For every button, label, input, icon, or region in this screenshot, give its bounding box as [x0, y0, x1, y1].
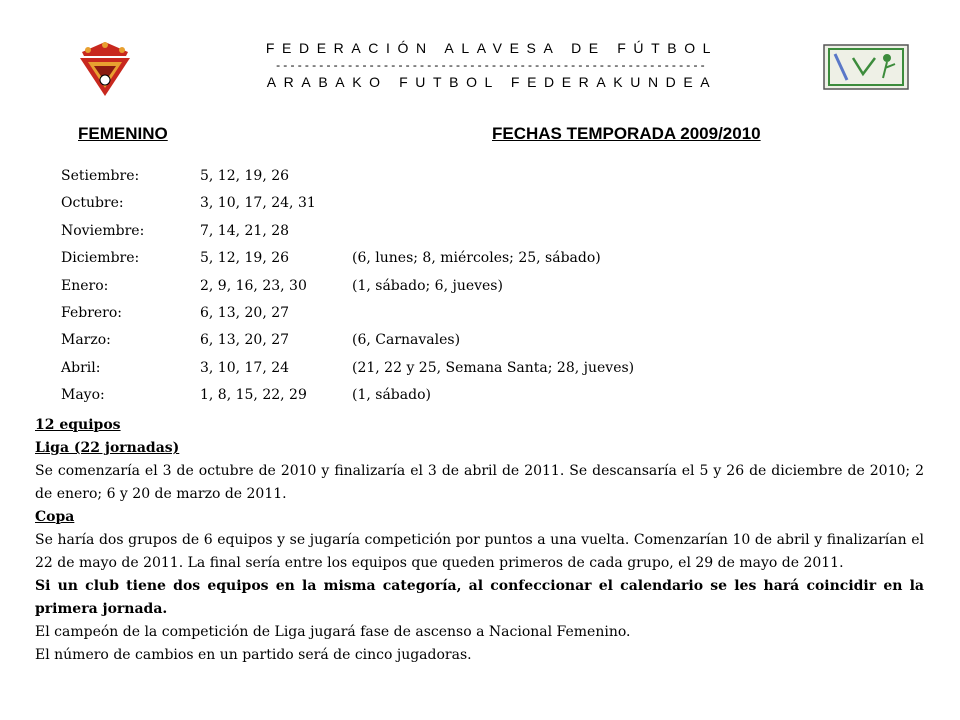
month-dates: 6, 13, 20, 27 — [200, 332, 290, 349]
month-row — [61, 190, 921, 217]
month-row — [61, 300, 921, 327]
federation-name-basque: ARABAKO FUTBOL FEDERAKUNDEA — [266, 74, 718, 90]
month-dates: 7, 14, 21, 28 — [200, 222, 290, 239]
liga-heading: Liga (22 jornadas) — [35, 440, 180, 456]
month-name: Setiembre: — [61, 168, 140, 184]
substitutions-note: El número de cambios en un partido será de cinco jugadoras. — [35, 647, 472, 663]
month-notes: (1, sábado) — [352, 387, 431, 404]
month-dates: 3, 10, 17, 24, 31 — [200, 195, 316, 212]
federation-crest-logo — [76, 40, 134, 98]
team-count-heading: 12 equipos — [35, 417, 121, 433]
month-row — [61, 163, 921, 190]
liga-description: Se comenzaría el 3 de octubre de 2010 y finalizaría el 3 de abril de 2011. Se descansaría el 5 y 26 de diciembre de 2010; 2 de enero; 6 y 20 de marzo de 2011. — [35, 463, 924, 502]
letterhead — [0, 0, 960, 110]
womens-football-badge-logo — [823, 44, 909, 90]
month-name: Diciembre: — [61, 250, 140, 267]
month-name: Mayo: — [61, 387, 105, 404]
champion-note: El campeón de la competición de Liga jugará fase de ascenso a Nacional Femenino. — [35, 624, 631, 640]
month-dates: 1, 8, 15, 22, 29 — [200, 387, 307, 404]
competition-rules — [35, 414, 924, 667]
month-notes: (6, lunes; 8, miércoles; 25, sábado) — [352, 250, 601, 267]
month-name: Abril: — [61, 359, 101, 376]
season-dates-title: FECHAS TEMPORADA 2009/2010 — [492, 124, 761, 143]
category-title: FEMENINO — [78, 124, 168, 143]
month-notes: (1, sábado; 6, jueves) — [352, 277, 503, 294]
month-row — [61, 355, 921, 382]
month-dates: 2, 9, 16, 23, 30 — [200, 277, 307, 294]
month-notes: (6, Carnavales) — [352, 332, 461, 349]
month-name: Enero: — [61, 277, 109, 294]
month-dates: 3, 10, 17, 24 — [200, 359, 290, 376]
month-dates: 5, 12, 19, 26 — [200, 168, 290, 184]
month-notes: (21, 22 y 25, Semana Santa; 28, jueves) — [352, 359, 635, 376]
month-name: Marzo: — [61, 332, 111, 349]
month-dates: 6, 13, 20, 27 — [200, 304, 290, 321]
copa-description: Se haría dos grupos de 6 equipos y se jugaría competición por puntos a una vuelta. Comenzarían 10 de abril y finalizarían el 22 de mayo de 2011. La final sería entre los equipos que queden primeros de cada grupo, el 29 de mayo de 2011. — [35, 532, 924, 571]
month-row — [61, 382, 921, 409]
federation-name-spanish: FEDERACIÓN ALAVESA DE FÚTBOL — [265, 40, 719, 56]
month-dates: 5, 12, 19, 26 — [200, 250, 290, 267]
same-club-note: Si un club tiene dos equipos en la misma categoría, al confeccionar el calendario se les hará coincidir en la primera jornada. — [35, 578, 924, 617]
season-calendar — [61, 163, 921, 410]
month-name: Noviembre: — [61, 222, 145, 239]
header-divider: ------------------------------------------------------------ — [276, 58, 708, 72]
month-row — [61, 273, 921, 300]
document-titles — [0, 124, 960, 148]
month-name: Febrero: — [61, 304, 123, 321]
month-row — [61, 218, 921, 245]
copa-heading: Copa — [35, 509, 75, 525]
month-row — [61, 327, 921, 354]
month-row — [61, 245, 921, 272]
month-name: Octubre: — [61, 195, 124, 212]
